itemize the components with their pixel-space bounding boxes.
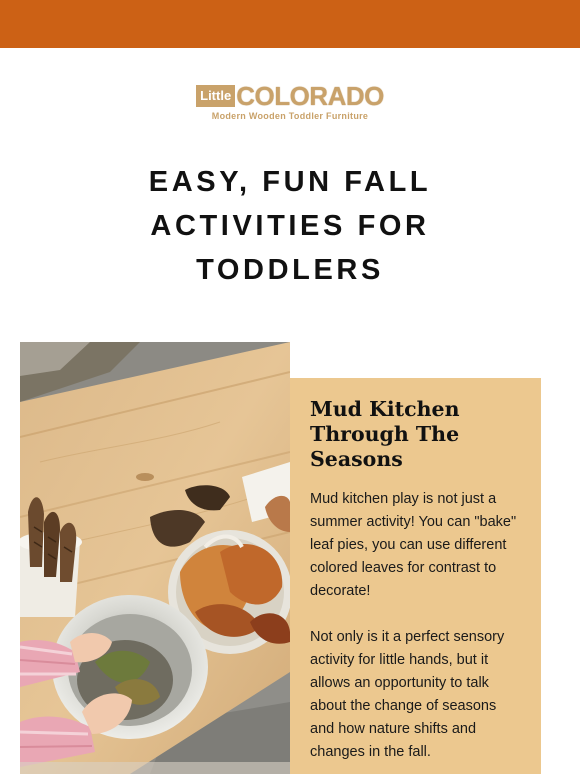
brand-logo[interactable] bbox=[0, 82, 580, 124]
page-headline bbox=[60, 160, 520, 292]
logo-wordmark bbox=[196, 82, 384, 110]
top-banner-bar bbox=[0, 0, 580, 48]
logo-brand-name: COLORADO bbox=[236, 81, 384, 111]
headline-line-3: TODDLERS bbox=[196, 254, 384, 286]
mud-kitchen-photo bbox=[20, 342, 290, 774]
logo-little-badge: Little bbox=[196, 85, 235, 107]
logo-tagline: Modern Wooden Toddler Furniture bbox=[211, 111, 369, 121]
activity-paragraph-1: Mud kitchen play is not just a summer activity! You can "bake" leaf pies, you can use different colored leaves for contrast to decorate! bbox=[310, 491, 517, 599]
activity-title-line-2: Through The bbox=[310, 422, 460, 446]
activity-title bbox=[310, 397, 521, 472]
headline-line-1: EASY, FUN FALL bbox=[148, 166, 432, 198]
mud-kitchen-illustration bbox=[20, 342, 290, 774]
activity-paragraph-2: Not only is it a perfect sensory activity for little hands, but it allows an opportunity to talk about the change of seasons and how nature shifts and changes in the fall. bbox=[310, 629, 505, 760]
activity-title-line-3: Seasons bbox=[310, 447, 403, 471]
activity-title-line-1: Mud Kitchen bbox=[310, 397, 460, 421]
headline-line-2: ACTIVITIES FOR bbox=[150, 210, 430, 242]
activity-card bbox=[290, 378, 541, 774]
